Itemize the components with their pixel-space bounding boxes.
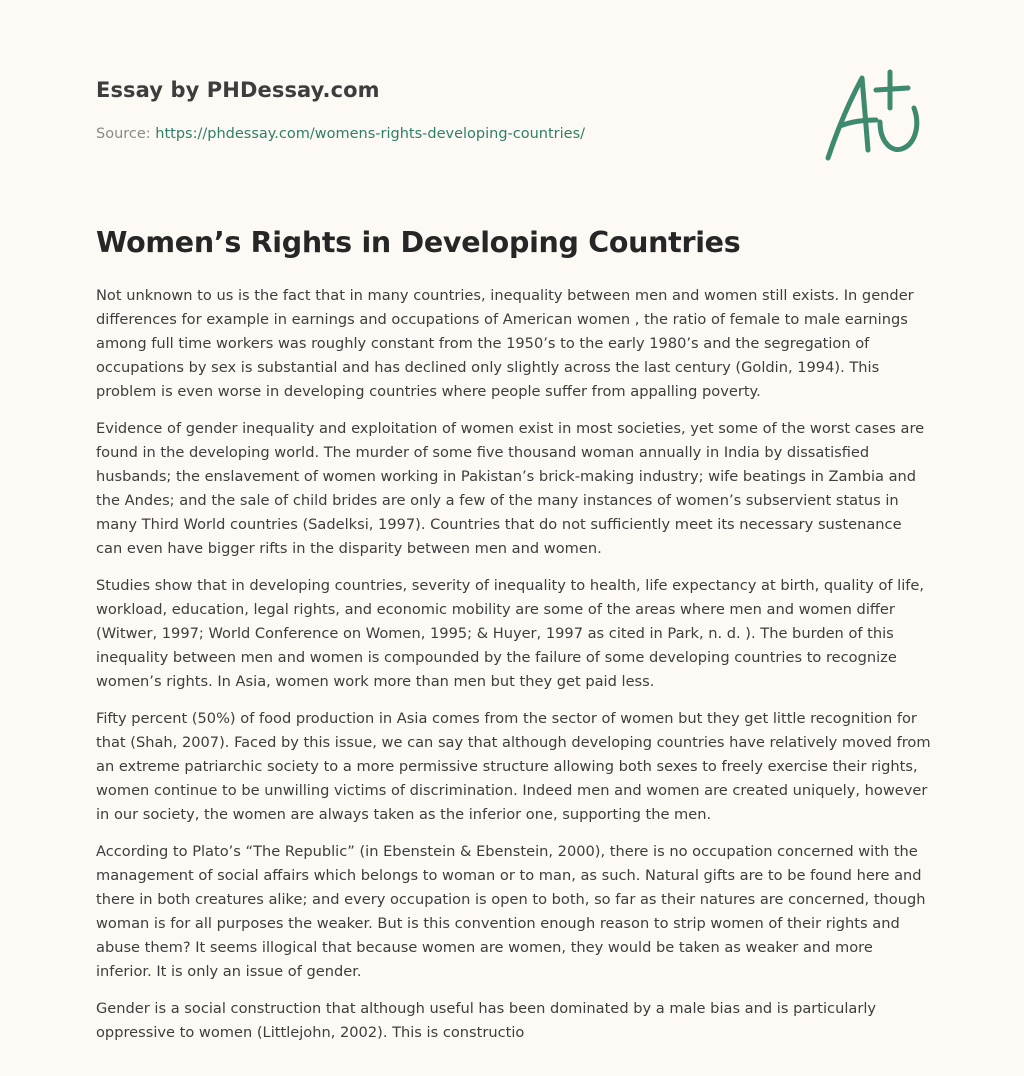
paragraph: Gender is a social construction that although useful has been dominated by a male bias and is particularly oppressive to women (Littlejohn, 2002). This is constructio bbox=[96, 1000, 877, 1041]
essay-body bbox=[96, 284, 932, 1058]
a-plus-logo-icon bbox=[818, 64, 930, 164]
paragraph: Not unknown to us is the fact that in many countries, inequality between men and women still exists. In gender differences for example in earnings and occupations of American women , the ratio of female to male earnings among full time workers was roughly constant from the 1950’s to the early 1980’s and the segregation of occupations by sex is substantial and has declined only slightly across the last century (Goldin, 1994). This problem is even worse in developing countries where people suffer from appalling poverty. bbox=[96, 287, 914, 400]
essay-title: Women’s Rights in Developing Countries bbox=[96, 226, 741, 259]
paragraph: Evidence of gender inequality and exploitation of women exist in most societies, yet some of the worst cases are found in the developing world. The murder of some five thousand woman annually in India by dissatisfied husbands; the enslavement of women working in Pakistan’s brick-making industry; wife beatings in Zambia and the Andes; and the sale of child brides are only a few of the many instances of women’s subservient status in many Third World countries (Sadelksi, 1997). Countries that do not sufficiently meet its necessary sustenance can even have bigger rifts in the disparity between men and women. bbox=[96, 420, 925, 557]
paragraph: Fifty percent (50%) of food production in Asia comes from the sector of women but they get little recognition for that (Shah, 2007). Faced by this issue, we can say that although developing countries have relatively moved from an extreme patriarchic society to a more permissive structure allowing both sexes to freely exercise their rights, women continue to be unwilling victims of discrimination. Indeed men and women are created uniquely, however in our society, the women are always taken as the inferior one, supporting the men. bbox=[96, 710, 931, 823]
site-header bbox=[96, 78, 928, 142]
source-label: Source: bbox=[96, 126, 151, 142]
site-title: Essay by PHDessay.com bbox=[96, 78, 380, 102]
paragraph: Studies show that in developing countries, severity of inequality to health, life expectancy at birth, quality of life, workload, education, legal rights, and economic mobility are some of the areas where men and women differ (Witwer, 1997; World Conference on Women, 1995; & Huyer, 1997 as cited in Park, n. d. ). The burden of this inequality between men and women is compounded by the failure of some developing countries to recognize women’s rights. In Asia, women work more than men but they get paid less. bbox=[96, 577, 925, 690]
paragraph: According to Plato’s “The Republic” (in Ebenstein & Ebenstein, 2000), there is no occupation concerned with the management of social affairs which belongs to woman or to man, as such. Natural gifts are to be found here and there in both creatures alike; and every occupation is open to both, so far as their natures are concerned, though woman is for all purposes the weaker. But is this convention enough reason to strip women of their rights and abuse them? It seems illogical that because women are women, they would be taken as weaker and more inferior. It is only an issue of gender. bbox=[96, 843, 926, 980]
source-link[interactable]: https://phdessay.com/womens-rights-developing-countries/ bbox=[155, 126, 586, 142]
source-line bbox=[96, 126, 928, 142]
